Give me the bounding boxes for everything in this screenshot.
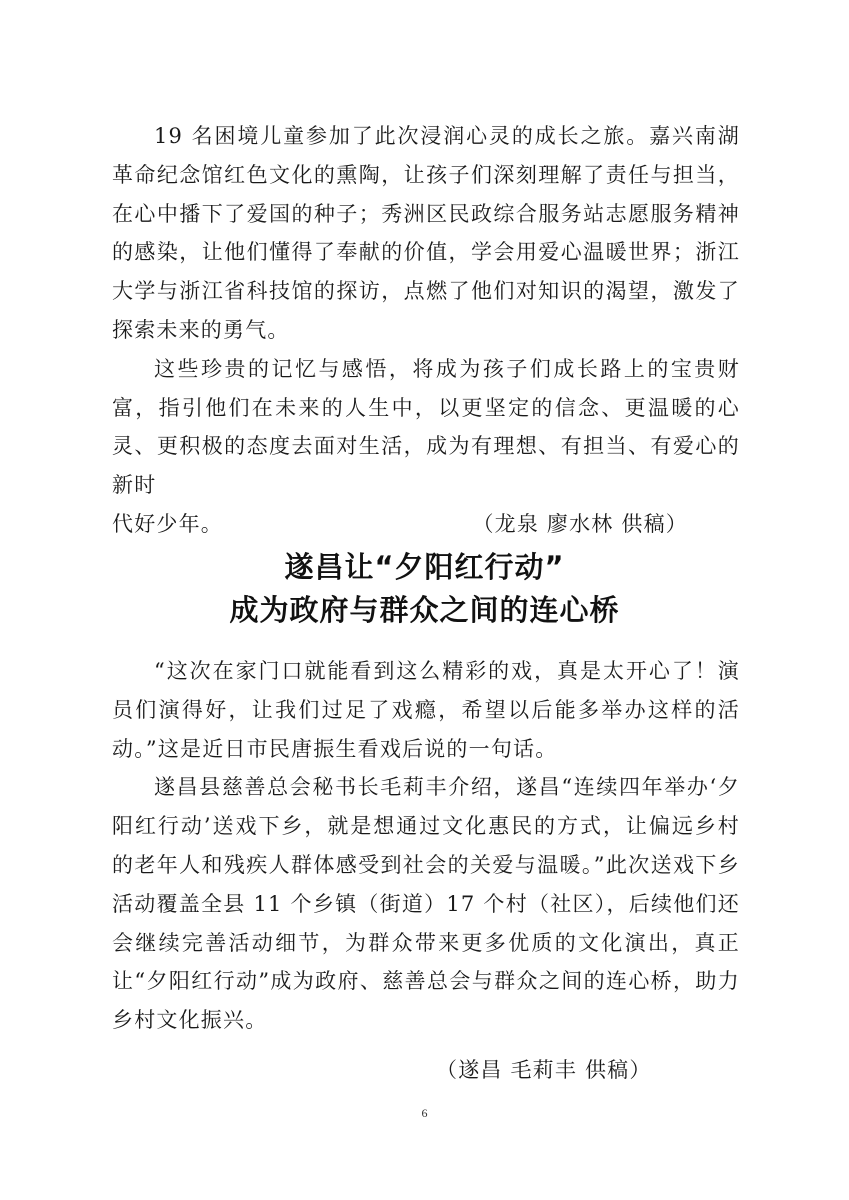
article1-closing-line [112,505,740,544]
article1-signature: （龙泉 廖水林 供稿） [472,511,688,536]
article1-paragraph-1: 19 名困境儿童参加了此次浸润心灵的成长之旅。嘉兴南湖革命纪念馆红色文化的熏陶，让孩子们深刻理解了责任与担当，在心中播下了爱国的种子；秀洲区民政综合服务站志愿服务精神的感染，让他们懂得了奉献的价值，学会用爱心温暖世界；浙江大学与浙江省科技馆的探访，点燃了他们对知识的渴望，激发了探索未来的勇气。 [112,124,740,342]
page-number: 6 [421,1106,428,1120]
article1-last-line: 代好少年。 [112,511,223,536]
article2-paragraph-1: “这次在家门口就能看到这么精彩的戏，真是太开心了！演员们演得好，让我们过足了戏瘾，希望以后能多举办这样的活动。”这是近日市民唐振生看戏后说的一句话。 [112,659,740,761]
article1-body [112,117,740,544]
article2-body [112,652,740,1040]
article1-paragraph-2: 这些珍贵的记忆与感悟，将成为孩子们成长路上的宝贵财富，指引他们在未来的人生中，以更坚定的信念、更温暖的心灵、更积极的态度去面对生活，成为有理想、有担当、有爱心的新时 [112,356,740,498]
article2-signature: （遂昌 毛莉丰 供稿） [436,1058,652,1082]
article2-title-line2: 成为政府与群众之间的连心桥 [229,593,620,627]
article2-paragraph-2: 遂昌县慈善总会秘书长毛莉丰介绍，遂昌“连续四年举办‘夕阳红行动’送戏下乡，就是想通过文化惠民的方式，让偏远乡村的老年人和残疾人群体感受到社会的关爱与温暖。”此次送戏下乡活动覆盖全县 11 个乡镇（街道）17 个村（社区），后续他们还会继续完善活动细节，为群众带来更多优质的文化演出，真正让“夕阳红行动”成为政府、慈善总会与群众之间的连心桥，助力乡村文化振兴。 [112,775,740,1033]
article2-title-line1: 遂昌让“夕阳红行动” [284,550,565,584]
